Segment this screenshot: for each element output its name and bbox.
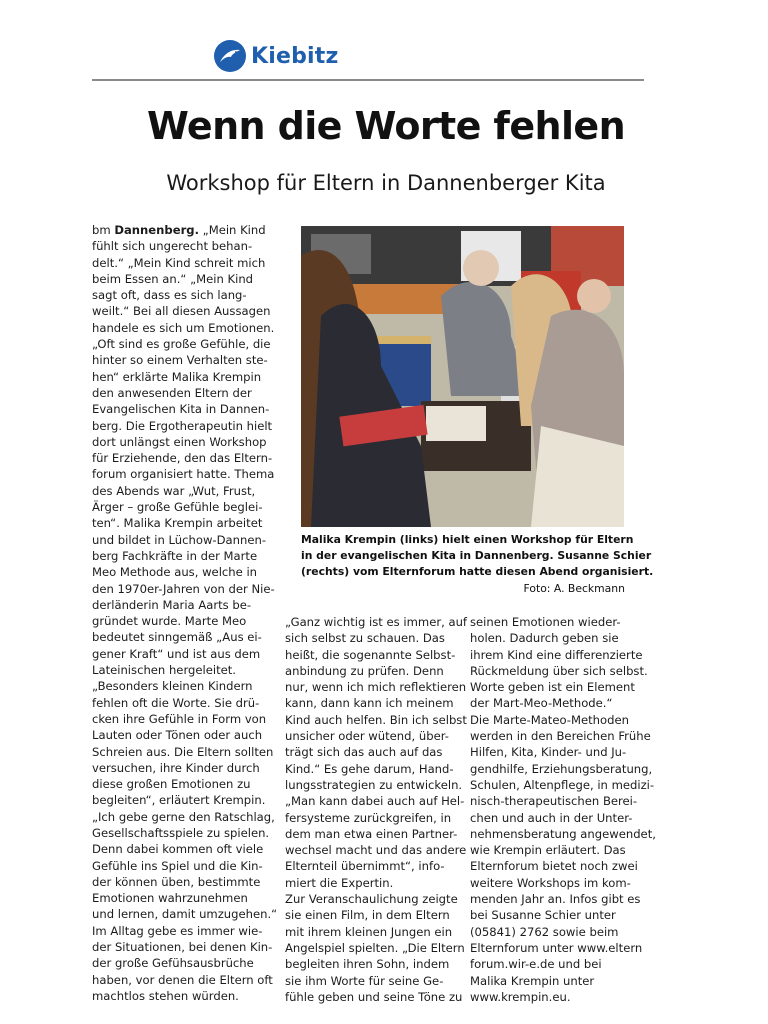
- masthead: [214, 38, 339, 74]
- article-photo: [301, 226, 624, 527]
- article-text-line: heißt, die sogenannte Selbst-: [285, 647, 456, 662]
- article-text-line: Emotionen wahrzunehmen: [92, 891, 248, 906]
- article-text-line: delt.“ „Mein Kind schreit mich: [92, 255, 266, 270]
- article-text-line: Gefühle ins Spiel und die Kin-: [92, 858, 263, 873]
- article-text-line: der Mart-Meo-Methode.“: [470, 696, 613, 711]
- dateline-line: [92, 222, 266, 238]
- photo-credit: Foto: A. Beckmann: [523, 581, 625, 595]
- article-text-line: forum.wir-e.de und bei: [470, 957, 602, 972]
- article-text-line: anbindung zu prüfen. Denn: [285, 663, 444, 678]
- article-text-line: nur, wenn ich mich reflektieren: [285, 680, 467, 695]
- article-text-line: Schulen, Altenpflege, in medizi-: [470, 777, 655, 792]
- article-column-1: [92, 222, 278, 1004]
- article-text-line: Hilfen, Kita, Kinder- und Ju-: [470, 745, 627, 760]
- article-text-line: Elternteil übernimmt“, info-: [285, 859, 445, 874]
- article-text-line: Malika Krempin unter: [470, 973, 595, 988]
- article-text-line: sich selbst zu schauen. Das: [285, 631, 445, 646]
- article-text-line: fersysteme zurückgreifen, in: [285, 810, 452, 825]
- article-text-line: gründet wurde. Marte Meo: [92, 614, 247, 629]
- article-text-line: lungsstrategien zu entwickeln.: [285, 777, 463, 792]
- article-text-line: berg Fachkräfte in der Marte: [92, 548, 258, 563]
- caption-line: in der evangelischen Kita in Dannenberg. Susanne Schier: [301, 549, 652, 563]
- article-text-line: werden in den Bereichen Frühe: [470, 729, 651, 744]
- article-text-line: sie einen Film, in dem Eltern: [285, 908, 450, 923]
- caption-line: (rechts) vom Elternforum hatte diesen Abend organisiert.: [301, 565, 654, 579]
- article-text-line: Ärger – große Gefühle beglei-: [92, 500, 263, 515]
- masthead-divider: [92, 79, 644, 81]
- article-text-line: nehmensberatung angewendet,: [470, 826, 656, 841]
- article-text-line: Im Alltag gebe es immer wie-: [92, 923, 263, 938]
- article-text-line: der große Gefühsausbrüche: [92, 956, 254, 971]
- article-text-line: fehlen oft die Worte. Sie drü-: [92, 695, 260, 710]
- article-text-line: begleiten ihren Sohn, indem: [285, 957, 450, 972]
- article-text-line: Lauten oder Tönen oder auch: [92, 728, 263, 743]
- article-text-line: beim Essen an.“ „Mein Kind: [92, 271, 254, 286]
- article-text-line: diese großen Emotionen zu: [92, 777, 251, 792]
- article-text-line: und lernen, damit umzugehen.“: [92, 907, 278, 922]
- article-text-line: seinen Emotionen wieder-: [470, 615, 621, 629]
- article-text-line: weitere Workshops im kom-: [470, 875, 631, 890]
- article-text-line: cken ihre Gefühle in Form von: [92, 711, 267, 726]
- dateline-prefix: bm: [92, 223, 111, 237]
- article-text-line: der Situationen, bei denen Kin-: [92, 940, 273, 955]
- article-text-line: gener Kraft“ und ist aus dem: [92, 646, 261, 661]
- article-text-line: und bildet in Lüchow-Dannen-: [92, 532, 266, 547]
- article-text-line: fühle geben und seine Töne zu: [285, 989, 463, 1004]
- article-text-line: machtlos stehen würden.: [92, 988, 239, 1003]
- article-column-2: [285, 614, 468, 1005]
- article-text-line: forum organisiert hatte. Thema: [92, 467, 275, 482]
- article-text-line: für Erziehende, den das Eltern-: [92, 451, 273, 466]
- article-text-line: wechsel macht und das andere: [285, 843, 467, 858]
- article-text-line: (05841) 2762 sowie beim: [470, 924, 619, 939]
- article-text-line: Zur Veranschaulichung zeigte: [285, 892, 458, 907]
- article-text-line: ihrem Kind eine differenzierte: [470, 647, 643, 662]
- article-text-line: www.krempin.eu.: [470, 989, 571, 1004]
- article-text-line: chen und auch in der Unter-: [470, 810, 633, 825]
- article-text-line: Angelspiel spielten. „Die Eltern: [285, 940, 465, 955]
- article-text-line: wie Krempin erläutert. Das: [470, 843, 626, 858]
- article-text-line: Evangelischen Kita in Dannen-: [92, 402, 270, 417]
- article-text-line: hinter so einem Verhalten ste-: [92, 353, 268, 368]
- article-text-line: Meo Methode aus, welche in: [92, 565, 258, 580]
- article-text-line: gendhilfe, Erziehungsberatung,: [470, 761, 653, 776]
- article-text-line: Kind.“ Es gehe darum, Hand-: [285, 761, 454, 776]
- article-headline: Wenn die Worte fehlen: [146, 104, 626, 148]
- article-text-line: „Besonders kleinen Kindern: [92, 679, 253, 694]
- dateline-place: Dannenberg.: [114, 223, 199, 237]
- article-text-line: Denn dabei kommen oft viele: [92, 842, 264, 857]
- photo-caption: [301, 532, 654, 597]
- article-text-line: weilt.“ Bei all diesen Aussagen: [92, 304, 271, 319]
- article-text-line: handele es sich um Emotionen.: [92, 320, 275, 335]
- article-text-line: ten“. Malika Krempin arbeitet: [92, 516, 263, 531]
- article-text-line: kann, dann kann ich meinem: [285, 696, 454, 711]
- article-text-line: Worte geben ist ein Element: [470, 680, 635, 695]
- article-text-line: bedeutet sinngemäß „Aus ei-: [92, 630, 262, 645]
- article-text-line: sie ihm Worte für seine Ge-: [285, 973, 444, 988]
- article-text-line: Die Marte-Mateo-Methoden: [470, 712, 629, 727]
- caption-line: Malika Krempin (links) hielt einen Workshop für Eltern: [301, 533, 634, 546]
- article-text-line: „Ganz wichtig ist es immer, auf: [285, 615, 468, 629]
- article-text-line: haben, vor denen die Eltern oft: [92, 972, 273, 987]
- article-text-line: Rückmeldung über sich selbst.: [470, 663, 648, 678]
- article-text-line: des Abends war „Wut, Frust,: [92, 483, 256, 498]
- article-text-line: berg. Die Ergotherapeutin hielt: [92, 418, 273, 433]
- article-text-line: trägt sich das auch auf das: [285, 745, 443, 760]
- article-text-line: dem man etwa einen Partner-: [285, 826, 458, 841]
- article-text-line: Kind auch helfen. Bin ich selbst: [285, 712, 467, 727]
- article-text-line: den anwesenden Eltern der: [92, 385, 252, 400]
- article-text-line: dort unlängst einen Workshop: [92, 434, 267, 449]
- article-text-line: begleiten“, erläutert Krempin.: [92, 793, 266, 808]
- article-text-line: versuchen, ihre Kinder durch: [92, 760, 260, 775]
- article-text-line: „Oft sind es große Gefühle, die: [92, 337, 271, 352]
- article-column-3: [470, 614, 656, 1005]
- article-text-line: menden Jahr an. Infos gibt es: [470, 892, 641, 907]
- article-text-line: Gesellschaftsspiele zu spielen.: [92, 825, 270, 840]
- article-text-line: „Ich gebe gerne den Ratschlag,: [92, 809, 275, 824]
- article-text-line: „Man kann dabei auch auf Hel-: [285, 794, 465, 809]
- article-text-line: den 1970er-Jahren von der Nie-: [92, 581, 275, 596]
- article-text-line: der können üben, bestimmte: [92, 874, 261, 889]
- article-text-line: miert die Expertin.: [285, 875, 394, 890]
- article-text-line: Elternforum unter www.eltern: [470, 940, 643, 955]
- article-text-line: unsicher oder wütend, über-: [285, 729, 449, 744]
- article-text-line: Schreien aus. Die Eltern sollten: [92, 744, 274, 759]
- article-text-line: derländerin Maria Aarts be-: [92, 597, 252, 612]
- article-text-line: holen. Dadurch geben sie: [470, 631, 619, 646]
- article-text-line: bei Susanne Schier unter: [470, 908, 616, 923]
- article-text-line: Lateinischen hergeleitet.: [92, 663, 236, 678]
- article-text-line: fühlt sich ungerecht behan-: [92, 239, 253, 254]
- kiebitz-bird-icon: [214, 40, 246, 72]
- article-text-line: nisch-therapeutischen Berei-: [470, 794, 638, 809]
- article-text-line: sagt oft, dass es sich lang-: [92, 288, 247, 303]
- article-text-line: mit ihrem kleinen Jungen ein: [285, 924, 453, 939]
- article-text-line: hen“ erklärte Malika Krempin: [92, 369, 262, 384]
- article-subheadline: Workshop für Eltern in Dannenberger Kita: [166, 171, 606, 195]
- masthead-logo-text: Kiebitz: [251, 43, 339, 69]
- article-text-line: „Mein Kind: [199, 223, 266, 237]
- article-text-line: Elternforum bietet noch zwei: [470, 859, 638, 874]
